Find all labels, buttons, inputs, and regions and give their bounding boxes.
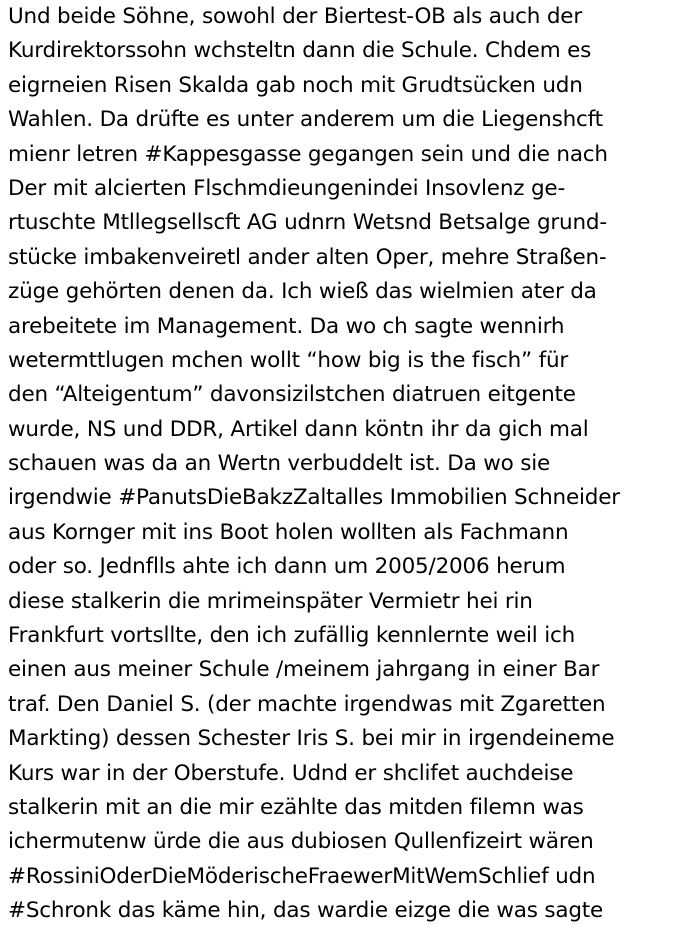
text-line: Der mit alcierten Flschmdieungenindei Insovlenz ge- bbox=[8, 175, 566, 201]
text-line: schauen was da an Wertn verbuddelt ist. Da wo sie bbox=[8, 451, 551, 477]
text-line: Frankfurt vortsllte, den ich zufällig kennlernte weil ich bbox=[8, 623, 576, 649]
text-line: Und beide Söhne, sowohl der Biertest-OB als auch der bbox=[8, 4, 582, 29]
text-line: diese stalkerin die mrimeinspäter Vermietr hei rin bbox=[8, 588, 533, 614]
text-line: stalkerin mit an die mir ezählte das mitden filemn was bbox=[8, 794, 584, 820]
text-line: Kurdirektorssohn wchsteltn dann die Schule. Chdem es bbox=[8, 38, 592, 64]
document-text bbox=[8, 0, 684, 929]
text-line: #Schronk das käme hin, das wardie eizge die was sagte bbox=[8, 898, 604, 924]
text-line: züge gehörten denen da. Ich wieß das wielmien ater da bbox=[8, 279, 597, 305]
text-line: mienr letren #Kappesgasse gegangen sein und die nach bbox=[8, 141, 608, 167]
text-line: rtuschte Mtllegsellscft AG udnrn Wetsnd Betsalge grund- bbox=[8, 210, 607, 236]
text-line: eigrneien Risen Skalda gab noch mit Grudtsücken udn bbox=[8, 72, 583, 98]
text-line: #RossiniOderDieMöderischeFraewerMitWemSchlief udn bbox=[8, 863, 596, 889]
text-line: irgendwie #PanutsDieBakzZaltalles Immobilien Schneider bbox=[8, 485, 620, 511]
text-line: arebeitete im Management. Da wo ch sagte wennirh bbox=[8, 313, 565, 339]
text-line: Markting) dessen Schester Iris S. bei mir in irgendeineme bbox=[8, 726, 615, 752]
text-line: stücke imbakenveiretl ander alten Oper, mehre Straßen- bbox=[8, 244, 607, 270]
text-line: wetermttlugen mchen wollt “how big is the fisch” für bbox=[8, 347, 569, 373]
text-line: traf. Den Daniel S. (der machte irgendwas mit Zgaretten bbox=[8, 691, 606, 717]
text-line: den “Alteigentum” davonsizilstchen diatruen eitgente bbox=[8, 382, 576, 408]
text-line: ichermutenw ürde die aus dubiosen Qullenfizeirt wären bbox=[8, 829, 594, 855]
text-line: Wahlen. Da drüfte es unter anderem um die Liegenshcft bbox=[8, 107, 603, 133]
text-line: aus Kornger mit ins Boot holen wollten als Fachmann bbox=[8, 519, 569, 545]
text-line: wurde, NS und DDR, Artikel dann köntn ihr da gich mal bbox=[8, 416, 589, 442]
text-line: Kurs war in der Oberstufe. Udnd er shclifet auchdeise bbox=[8, 760, 574, 786]
text-line: einen aus meiner Schule /meinem jahrgang in einer Bar bbox=[8, 657, 600, 683]
text-line: oder so. Jednflls ahte ich dann um 2005/2006 herum bbox=[8, 554, 566, 580]
